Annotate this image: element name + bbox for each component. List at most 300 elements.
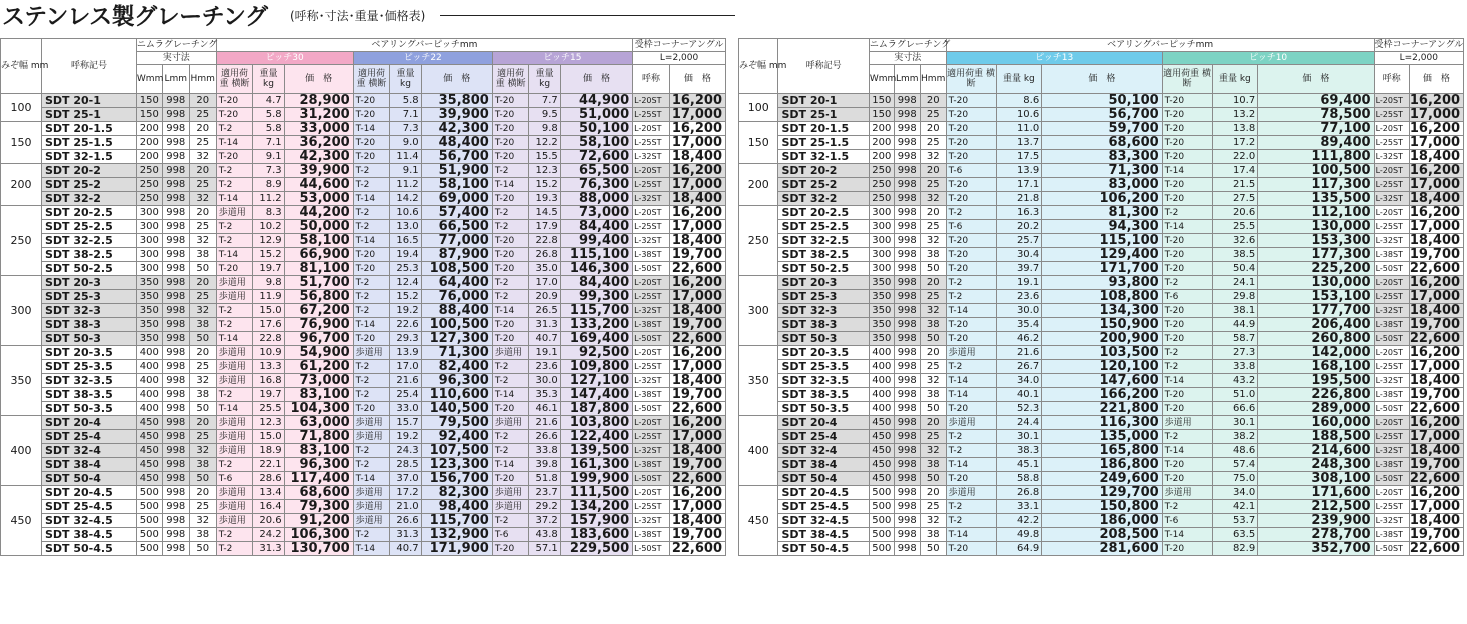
product-name-cell: SDT 50-4 <box>41 472 136 486</box>
w-cell: 300 <box>136 262 162 276</box>
p22-weight-cell: 5.8 <box>390 94 421 108</box>
p15-price-cell: 157,900 <box>560 514 632 528</box>
p13-load-cell: T-20 <box>946 150 996 164</box>
p22-weight-cell: 24.3 <box>390 444 421 458</box>
l-cell: 998 <box>894 444 920 458</box>
angle-code-cell: L-25ST <box>1374 136 1409 150</box>
p10-load-cell: T-2 <box>1162 500 1212 514</box>
price-table-left <box>0 38 726 556</box>
p22-price-cell: 71,300 <box>421 346 492 360</box>
p13-weight-cell: 26.7 <box>996 360 1042 374</box>
p10-load-cell: T-20 <box>1162 542 1212 556</box>
h-cell: 38 <box>920 458 946 472</box>
p10-price-cell: 177,700 <box>1258 304 1374 318</box>
table-row <box>739 192 1464 206</box>
p15-load-cell: T-2 <box>492 360 529 374</box>
h-cell: 25 <box>189 220 216 234</box>
p10-load-cell: T-20 <box>1162 234 1212 248</box>
angle-code-cell: L-38ST <box>1374 388 1409 402</box>
w-cell: 200 <box>869 122 894 136</box>
angle-code-cell: L-50ST <box>1374 262 1409 276</box>
p22-price-cell: 108,500 <box>421 262 492 276</box>
groove-width-cell: 100 <box>739 94 778 122</box>
angle-price-cell: 18,400 <box>1409 374 1463 388</box>
p10-price-cell: 226,800 <box>1258 388 1374 402</box>
w-cell: 500 <box>136 486 162 500</box>
table-row <box>739 542 1464 556</box>
table-row <box>1 192 726 206</box>
h-cell: 38 <box>920 388 946 402</box>
product-name-cell: SDT 25-2 <box>41 178 136 192</box>
p30-load-cell: T-2 <box>216 164 253 178</box>
h-cell: 25 <box>189 108 216 122</box>
p30-price-cell: 79,300 <box>284 500 353 514</box>
p13-weight-cell: 46.2 <box>996 332 1042 346</box>
p30-weight-cell: 5.8 <box>253 108 284 122</box>
l-cell: 998 <box>894 472 920 486</box>
l-cell: 998 <box>162 122 189 136</box>
p22-price-cell: 140,500 <box>421 402 492 416</box>
p10-weight-cell: 44.9 <box>1212 318 1258 332</box>
w-cell: 150 <box>136 94 162 108</box>
p15-price-cell: 109,800 <box>560 360 632 374</box>
w-cell: 400 <box>136 374 162 388</box>
p22-weight-cell: 22.6 <box>390 318 421 332</box>
p30-weight-cell: 16.4 <box>253 500 284 514</box>
groove-width-cell: 200 <box>1 164 42 206</box>
l-cell: 998 <box>162 346 189 360</box>
header-pitch-10: ピッチ10 <box>1162 52 1374 65</box>
p13-price-cell: 108,800 <box>1042 290 1162 304</box>
p30-load-cell: T-2 <box>216 122 253 136</box>
angle-price-cell: 17,000 <box>669 430 725 444</box>
angle-code-cell: L-25ST <box>633 500 670 514</box>
product-name-cell: SDT 50-4 <box>778 472 869 486</box>
p10-weight-cell: 29.8 <box>1212 290 1258 304</box>
p22-weight-cell: 28.5 <box>390 458 421 472</box>
product-name-cell: SDT 38-4.5 <box>778 528 869 542</box>
angle-price-cell: 17,000 <box>1409 136 1463 150</box>
p22-weight-cell: 25.4 <box>390 388 421 402</box>
product-name-cell: SDT 25-4 <box>41 430 136 444</box>
p30-price-cell: 106,300 <box>284 528 353 542</box>
p15-weight-cell: 40.7 <box>529 332 560 346</box>
p30-price-cell: 42,300 <box>284 150 353 164</box>
l-cell: 998 <box>894 276 920 290</box>
p15-load-cell: T-20 <box>492 332 529 346</box>
angle-code-cell: L-25ST <box>633 220 670 234</box>
p22-price-cell: 51,900 <box>421 164 492 178</box>
angle-code-cell: L-32ST <box>633 234 670 248</box>
angle-code-cell: L-38ST <box>633 318 670 332</box>
table-row <box>739 346 1464 360</box>
table-row <box>739 150 1464 164</box>
h-cell: 25 <box>189 290 216 304</box>
p10-load-cell: T-14 <box>1162 374 1212 388</box>
p22-price-cell: 107,500 <box>421 444 492 458</box>
h-cell: 20 <box>920 206 946 220</box>
l-cell: 998 <box>894 234 920 248</box>
p22-load-cell: 歩道用 <box>353 430 390 444</box>
p22-weight-cell: 14.2 <box>390 192 421 206</box>
p30-weight-cell: 7.1 <box>253 136 284 150</box>
product-name-cell: SDT 20-2 <box>778 164 869 178</box>
header-load: 適用荷重 横断 <box>946 65 996 94</box>
p13-weight-cell: 30.0 <box>996 304 1042 318</box>
product-name-cell: SDT 20-1 <box>778 94 869 108</box>
h-cell: 25 <box>920 500 946 514</box>
angle-price-cell: 18,400 <box>669 444 725 458</box>
header-wmm: Wmm <box>136 65 162 94</box>
p15-load-cell: T-2 <box>492 206 529 220</box>
angle-price-cell: 19,700 <box>669 388 725 402</box>
table-row <box>1 220 726 234</box>
p10-weight-cell: 51.0 <box>1212 388 1258 402</box>
h-cell: 25 <box>920 136 946 150</box>
p22-price-cell: 77,000 <box>421 234 492 248</box>
product-name-cell: SDT 20-1.5 <box>778 122 869 136</box>
p22-weight-cell: 26.6 <box>390 514 421 528</box>
header-load: 適用荷重 横断 <box>492 65 529 94</box>
product-name-cell: SDT 50-4.5 <box>41 542 136 556</box>
p22-price-cell: 110,600 <box>421 388 492 402</box>
l-cell: 998 <box>894 388 920 402</box>
w-cell: 500 <box>136 542 162 556</box>
p30-load-cell: T-2 <box>216 458 253 472</box>
l-cell: 998 <box>894 318 920 332</box>
w-cell: 400 <box>869 402 894 416</box>
angle-price-cell: 18,400 <box>1409 234 1463 248</box>
p13-price-cell: 135,000 <box>1042 430 1162 444</box>
header-weight: 重量 kg <box>529 65 560 94</box>
p22-weight-cell: 15.7 <box>390 416 421 430</box>
title-bar <box>0 0 735 30</box>
angle-code-cell: L-50ST <box>1374 332 1409 346</box>
p30-load-cell: T-2 <box>216 542 253 556</box>
p10-price-cell: 111,800 <box>1258 150 1374 164</box>
h-cell: 32 <box>920 192 946 206</box>
product-name-cell: SDT 20-4.5 <box>41 486 136 500</box>
p15-price-cell: 73,000 <box>560 206 632 220</box>
p10-load-cell: T-20 <box>1162 94 1212 108</box>
header-weight: 重量 kg <box>253 65 284 94</box>
product-name-cell: SDT 32-1.5 <box>778 150 869 164</box>
p13-weight-cell: 13.7 <box>996 136 1042 150</box>
angle-code-cell: L-25ST <box>1374 220 1409 234</box>
p13-price-cell: 120,100 <box>1042 360 1162 374</box>
p30-price-cell: 66,900 <box>284 248 353 262</box>
l-cell: 998 <box>894 430 920 444</box>
p15-load-cell: T-14 <box>492 178 529 192</box>
p15-price-cell: 65,500 <box>560 164 632 178</box>
h-cell: 25 <box>189 430 216 444</box>
table-row <box>739 94 1464 108</box>
w-cell: 150 <box>869 108 894 122</box>
angle-code-cell: L-32ST <box>633 192 670 206</box>
p15-price-cell: 161,300 <box>560 458 632 472</box>
l-cell: 998 <box>162 290 189 304</box>
p22-price-cell: 127,300 <box>421 332 492 346</box>
p15-load-cell: T-2 <box>492 444 529 458</box>
angle-price-cell: 19,700 <box>1409 388 1463 402</box>
p30-weight-cell: 10.9 <box>253 346 284 360</box>
angle-price-cell: 19,700 <box>1409 458 1463 472</box>
p22-price-cell: 132,900 <box>421 528 492 542</box>
product-name-cell: SDT 25-3.5 <box>41 360 136 374</box>
h-cell: 20 <box>189 206 216 220</box>
angle-price-cell: 17,000 <box>1409 290 1463 304</box>
h-cell: 32 <box>189 234 216 248</box>
angle-price-cell: 22,600 <box>1409 472 1463 486</box>
table-row <box>1 430 726 444</box>
header-angle-price: 価 格 <box>669 65 725 94</box>
w-cell: 350 <box>136 290 162 304</box>
p10-load-cell: T-14 <box>1162 164 1212 178</box>
p22-load-cell: T-2 <box>353 444 390 458</box>
h-cell: 20 <box>920 346 946 360</box>
table-row <box>1 486 726 500</box>
p30-price-cell: 39,900 <box>284 164 353 178</box>
w-cell: 350 <box>869 304 894 318</box>
l-cell: 998 <box>894 528 920 542</box>
p15-price-cell: 199,900 <box>560 472 632 486</box>
h-cell: 50 <box>189 542 216 556</box>
table-row <box>1 164 726 178</box>
p13-load-cell: T-20 <box>946 108 996 122</box>
p10-load-cell: T-20 <box>1162 332 1212 346</box>
header-bearing: ベアリングバーピッチmm <box>216 39 632 52</box>
p13-price-cell: 129,400 <box>1042 248 1162 262</box>
l-cell: 998 <box>894 346 920 360</box>
p10-weight-cell: 34.0 <box>1212 486 1258 500</box>
table-row <box>739 304 1464 318</box>
l-cell: 998 <box>894 136 920 150</box>
p30-price-cell: 28,900 <box>284 94 353 108</box>
angle-code-cell: L-20ST <box>1374 164 1409 178</box>
table-row <box>739 164 1464 178</box>
w-cell: 350 <box>869 290 894 304</box>
l-cell: 998 <box>894 206 920 220</box>
p30-weight-cell: 13.3 <box>253 360 284 374</box>
angle-code-cell: L-32ST <box>633 150 670 164</box>
w-cell: 150 <box>869 94 894 108</box>
p22-weight-cell: 16.5 <box>390 234 421 248</box>
table-row <box>739 108 1464 122</box>
p22-load-cell: T-20 <box>353 150 390 164</box>
p30-weight-cell: 15.0 <box>253 430 284 444</box>
p15-load-cell: T-2 <box>492 290 529 304</box>
p30-weight-cell: 11.9 <box>253 290 284 304</box>
p10-weight-cell: 10.7 <box>1212 94 1258 108</box>
header-wmm: Wmm <box>869 65 894 94</box>
angle-price-cell: 22,600 <box>1409 542 1463 556</box>
table-row <box>1 136 726 150</box>
l-cell: 998 <box>894 360 920 374</box>
groove-width-cell: 250 <box>739 206 778 276</box>
p10-price-cell: 352,700 <box>1258 542 1374 556</box>
l-cell: 998 <box>894 402 920 416</box>
p13-price-cell: 103,500 <box>1042 346 1162 360</box>
header-pitch-22: ピッチ22 <box>353 52 492 65</box>
header-bearing: ベアリングバーピッチmm <box>946 39 1374 52</box>
p10-price-cell: 308,100 <box>1258 472 1374 486</box>
table-row <box>739 290 1464 304</box>
p10-price-cell: 188,500 <box>1258 430 1374 444</box>
p30-load-cell: 歩道用 <box>216 206 253 220</box>
l-cell: 998 <box>894 248 920 262</box>
p15-load-cell: T-20 <box>492 94 529 108</box>
p30-load-cell: 歩道用 <box>216 290 253 304</box>
w-cell: 350 <box>869 318 894 332</box>
p15-weight-cell: 15.2 <box>529 178 560 192</box>
w-cell: 200 <box>136 136 162 150</box>
h-cell: 20 <box>189 486 216 500</box>
w-cell: 400 <box>869 374 894 388</box>
p30-price-cell: 54,900 <box>284 346 353 360</box>
p30-load-cell: T-14 <box>216 332 253 346</box>
product-name-cell: SDT 50-3 <box>778 332 869 346</box>
p22-load-cell: T-2 <box>353 374 390 388</box>
p30-weight-cell: 22.8 <box>253 332 284 346</box>
product-name-cell: SDT 20-1 <box>41 94 136 108</box>
p15-price-cell: 183,600 <box>560 528 632 542</box>
h-cell: 20 <box>920 416 946 430</box>
angle-price-cell: 22,600 <box>669 472 725 486</box>
p13-price-cell: 81,300 <box>1042 206 1162 220</box>
h-cell: 25 <box>189 178 216 192</box>
p10-load-cell: T-20 <box>1162 178 1212 192</box>
p22-load-cell: T-20 <box>353 108 390 122</box>
p13-load-cell: T-20 <box>946 318 996 332</box>
h-cell: 25 <box>189 500 216 514</box>
w-cell: 400 <box>869 360 894 374</box>
l-cell: 998 <box>894 290 920 304</box>
p15-weight-cell: 26.6 <box>529 430 560 444</box>
p13-weight-cell: 11.0 <box>996 122 1042 136</box>
p22-price-cell: 88,400 <box>421 304 492 318</box>
h-cell: 50 <box>920 262 946 276</box>
table-row <box>1 150 726 164</box>
p10-weight-cell: 30.1 <box>1212 416 1258 430</box>
p15-price-cell: 115,100 <box>560 248 632 262</box>
w-cell: 500 <box>869 514 894 528</box>
p22-load-cell: T-14 <box>353 542 390 556</box>
angle-price-cell: 17,000 <box>669 178 725 192</box>
angle-code-cell: L-25ST <box>1374 430 1409 444</box>
p13-price-cell: 249,600 <box>1042 472 1162 486</box>
p13-load-cell: T-14 <box>946 374 996 388</box>
p30-weight-cell: 18.9 <box>253 444 284 458</box>
header-nimura: ニムラグレーチング <box>869 40 951 50</box>
angle-price-cell: 19,700 <box>1409 248 1463 262</box>
p22-weight-cell: 21.6 <box>390 374 421 388</box>
h-cell: 25 <box>189 136 216 150</box>
h-cell: 25 <box>920 108 946 122</box>
p10-price-cell: 168,100 <box>1258 360 1374 374</box>
angle-code-cell: L-38ST <box>633 458 670 472</box>
p10-weight-cell: 58.7 <box>1212 332 1258 346</box>
p22-price-cell: 92,400 <box>421 430 492 444</box>
angle-price-cell: 16,200 <box>1409 486 1463 500</box>
table-row <box>1 94 726 108</box>
p30-weight-cell: 16.8 <box>253 374 284 388</box>
h-cell: 20 <box>189 94 216 108</box>
p15-weight-cell: 9.5 <box>529 108 560 122</box>
p22-load-cell: T-2 <box>353 220 390 234</box>
angle-price-cell: 18,400 <box>1409 304 1463 318</box>
l-cell: 998 <box>162 472 189 486</box>
p10-load-cell: T-6 <box>1162 290 1212 304</box>
angle-code-cell: L-20ST <box>1374 346 1409 360</box>
p13-load-cell: T-2 <box>946 500 996 514</box>
table-row <box>739 416 1464 430</box>
w-cell: 200 <box>869 150 894 164</box>
l-cell: 998 <box>162 150 189 164</box>
p13-weight-cell: 19.1 <box>996 276 1042 290</box>
header-code: 呼称 <box>1374 65 1409 94</box>
product-name-cell: SDT 50-2.5 <box>41 262 136 276</box>
table-row <box>1 304 726 318</box>
p10-weight-cell: 75.0 <box>1212 472 1258 486</box>
groove-width-cell: 150 <box>1 122 42 164</box>
p15-weight-cell: 9.8 <box>529 122 560 136</box>
p10-weight-cell: 27.3 <box>1212 346 1258 360</box>
product-name-cell: SDT 32-2 <box>778 192 869 206</box>
p22-weight-cell: 21.0 <box>390 500 421 514</box>
table-row <box>1 248 726 262</box>
angle-price-cell: 16,200 <box>669 94 725 108</box>
p30-load-cell: T-2 <box>216 304 253 318</box>
w-cell: 300 <box>869 262 894 276</box>
p10-price-cell: 289,000 <box>1258 402 1374 416</box>
w-cell: 300 <box>869 206 894 220</box>
p13-weight-cell: 40.1 <box>996 388 1042 402</box>
l-cell: 998 <box>894 514 920 528</box>
table-row <box>739 374 1464 388</box>
angle-price-cell: 19,700 <box>1409 318 1463 332</box>
w-cell: 500 <box>869 500 894 514</box>
l-cell: 998 <box>162 528 189 542</box>
groove-width-cell: 300 <box>1 276 42 346</box>
product-name-cell: SDT 20-2 <box>41 164 136 178</box>
table-row <box>1 332 726 346</box>
p22-load-cell: T-20 <box>353 94 390 108</box>
p10-weight-cell: 17.4 <box>1212 164 1258 178</box>
table-row <box>739 388 1464 402</box>
w-cell: 450 <box>869 458 894 472</box>
p30-load-cell: T-20 <box>216 150 253 164</box>
l-cell: 998 <box>162 318 189 332</box>
p13-load-cell: T-2 <box>946 444 996 458</box>
p30-weight-cell: 13.4 <box>253 486 284 500</box>
product-name-cell: SDT 32-1.5 <box>41 150 136 164</box>
angle-code-cell: L-38ST <box>1374 528 1409 542</box>
angle-code-cell: L-50ST <box>633 402 670 416</box>
angle-code-cell: L-25ST <box>633 178 670 192</box>
p13-price-cell: 50,100 <box>1042 94 1162 108</box>
angle-code-cell: L-25ST <box>1374 178 1409 192</box>
h-cell: 25 <box>920 360 946 374</box>
table-row <box>1 388 726 402</box>
p22-weight-cell: 7.1 <box>390 108 421 122</box>
l-cell: 998 <box>894 178 920 192</box>
p10-load-cell: T-14 <box>1162 528 1212 542</box>
l-cell: 998 <box>894 374 920 388</box>
p30-load-cell: 歩道用 <box>216 346 253 360</box>
l-cell: 998 <box>162 388 189 402</box>
angle-price-cell: 16,200 <box>669 416 725 430</box>
p13-weight-cell: 45.1 <box>996 458 1042 472</box>
